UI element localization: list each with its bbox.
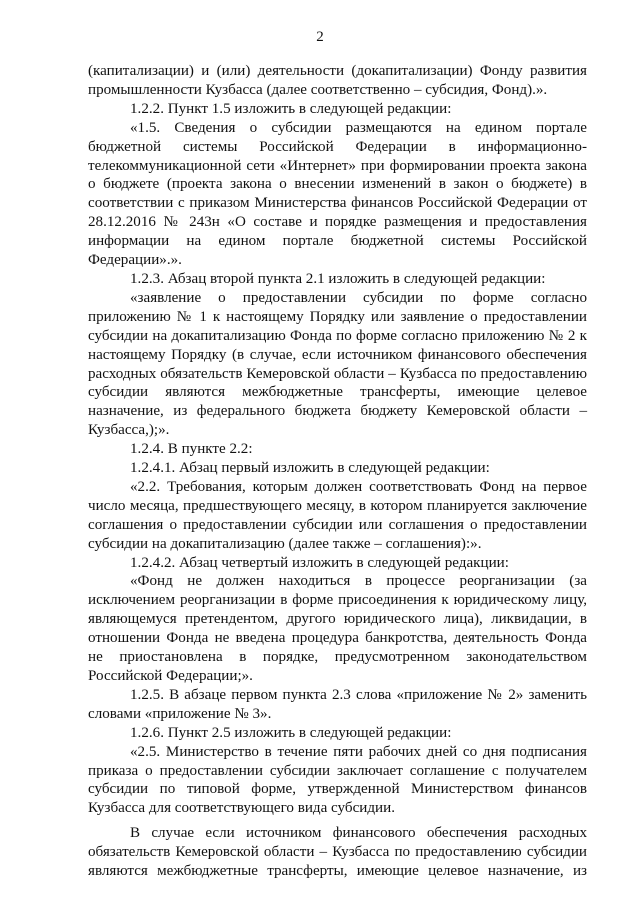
- paragraph-1-2-5: 1.2.5. В абзаце первом пункта 2.3 слова «приложение № 2» заменить словами «приложение № 3».: [88, 686, 587, 722]
- paragraph-1-2-4-2: 1.2.4.2. Абзац четвертый изложить в следующей редакции:: [130, 554, 509, 571]
- paragraph-1-2-4-1: 1.2.4.1. Абзац первый изложить в следующей редакции:: [130, 460, 490, 477]
- paragraph-1-2-3: 1.2.3. Абзац второй пункта 2.1 изложить в следующей редакции:: [130, 270, 546, 287]
- paragraph-transfers: В случае если источником финансового обеспечения расходных обязательств Кемеровской области – Кузбасса по предоставлению субсидии являются межбюджетные трансферты, имеющие целевое назначение, из: [88, 825, 587, 880]
- document-body: [88, 62, 587, 881]
- paragraph-1-2-2: 1.2.2. Пункт 1.5 изложить в следующей редакции:: [130, 100, 452, 117]
- paragraph-application-quote: «заявление о предоставлении субсидии по форме согласно приложению № 1 к настоящему Порядку или заявление о предоставлении субсидии на докапитализацию Фонда по форме согласно приложению № 2 к настоящему Порядку (в случае, если источником финансового обеспечения расходных обязательств Кемеровской области – Кузбасса по предоставлению субсидии являются межбюджетные трансферты, имеющие целевое назначение, из федерального бюджета бюджету Кемеровской области – Кузбасса,);».: [88, 289, 587, 439]
- paragraph-1-5-quote: «1.5. Сведения о субсидии размещаются на едином портале бюджетной системы Российской Федерации в информационно-телекоммуникационной сети «Интернет» при формировании проекта закона о бюджете (проекта закона о внесении изменений в закон о бюджете) в соответствии с приказом Министерства финансов Российской Федерации от 28.12.2016 № 243н «О составе и порядке размещения и предоставления информации на едином портале бюджетной системы Российской Федерации».».: [88, 119, 587, 269]
- paragraph-1-2-4: 1.2.4. В пункте 2.2:: [130, 441, 253, 458]
- paragraph-2-5-quote: «2.5. Министерство в течение пяти рабочих дней со дня подписания приказа о предоставлении субсидии заключает соглашение с получателем субсидии по типовой форме, утвержденной Министерством финансов Кузбасса для соответствующего вида субсидии.: [88, 743, 587, 817]
- paragraph-fund-quote: «Фонд не должен находиться в процессе реорганизации (за исключением реорганизации в форме присоединения к юридическому лицу, являющемуся претендентом, другого юридического лица), ликвидации, в отношении Фонда не введена процедура банкротства, деятельность Фонда не приостановлена в порядке, предусмотренном законодательством Российской Федерации;».: [88, 573, 587, 684]
- paragraph-1-2-6: 1.2.6. Пункт 2.5 изложить в следующей редакции:: [130, 724, 452, 741]
- page-number: 2: [316, 29, 324, 45]
- paragraph-continuation: (капитализации) и (или) деятельности (докапитализации) Фонду развития промышленности Кузбасса (далее соответственно – субсидия, Фонд).».: [88, 63, 587, 98]
- paragraph-2-2-quote: «2.2. Требования, которым должен соответствовать Фонд на первое число месяца, предшествующего месяцу, в котором планируется заключение соглашения о предоставлении субсидии или соглашения о предоставлении субсидии на докапитализацию (далее также – соглашения):».: [88, 478, 587, 552]
